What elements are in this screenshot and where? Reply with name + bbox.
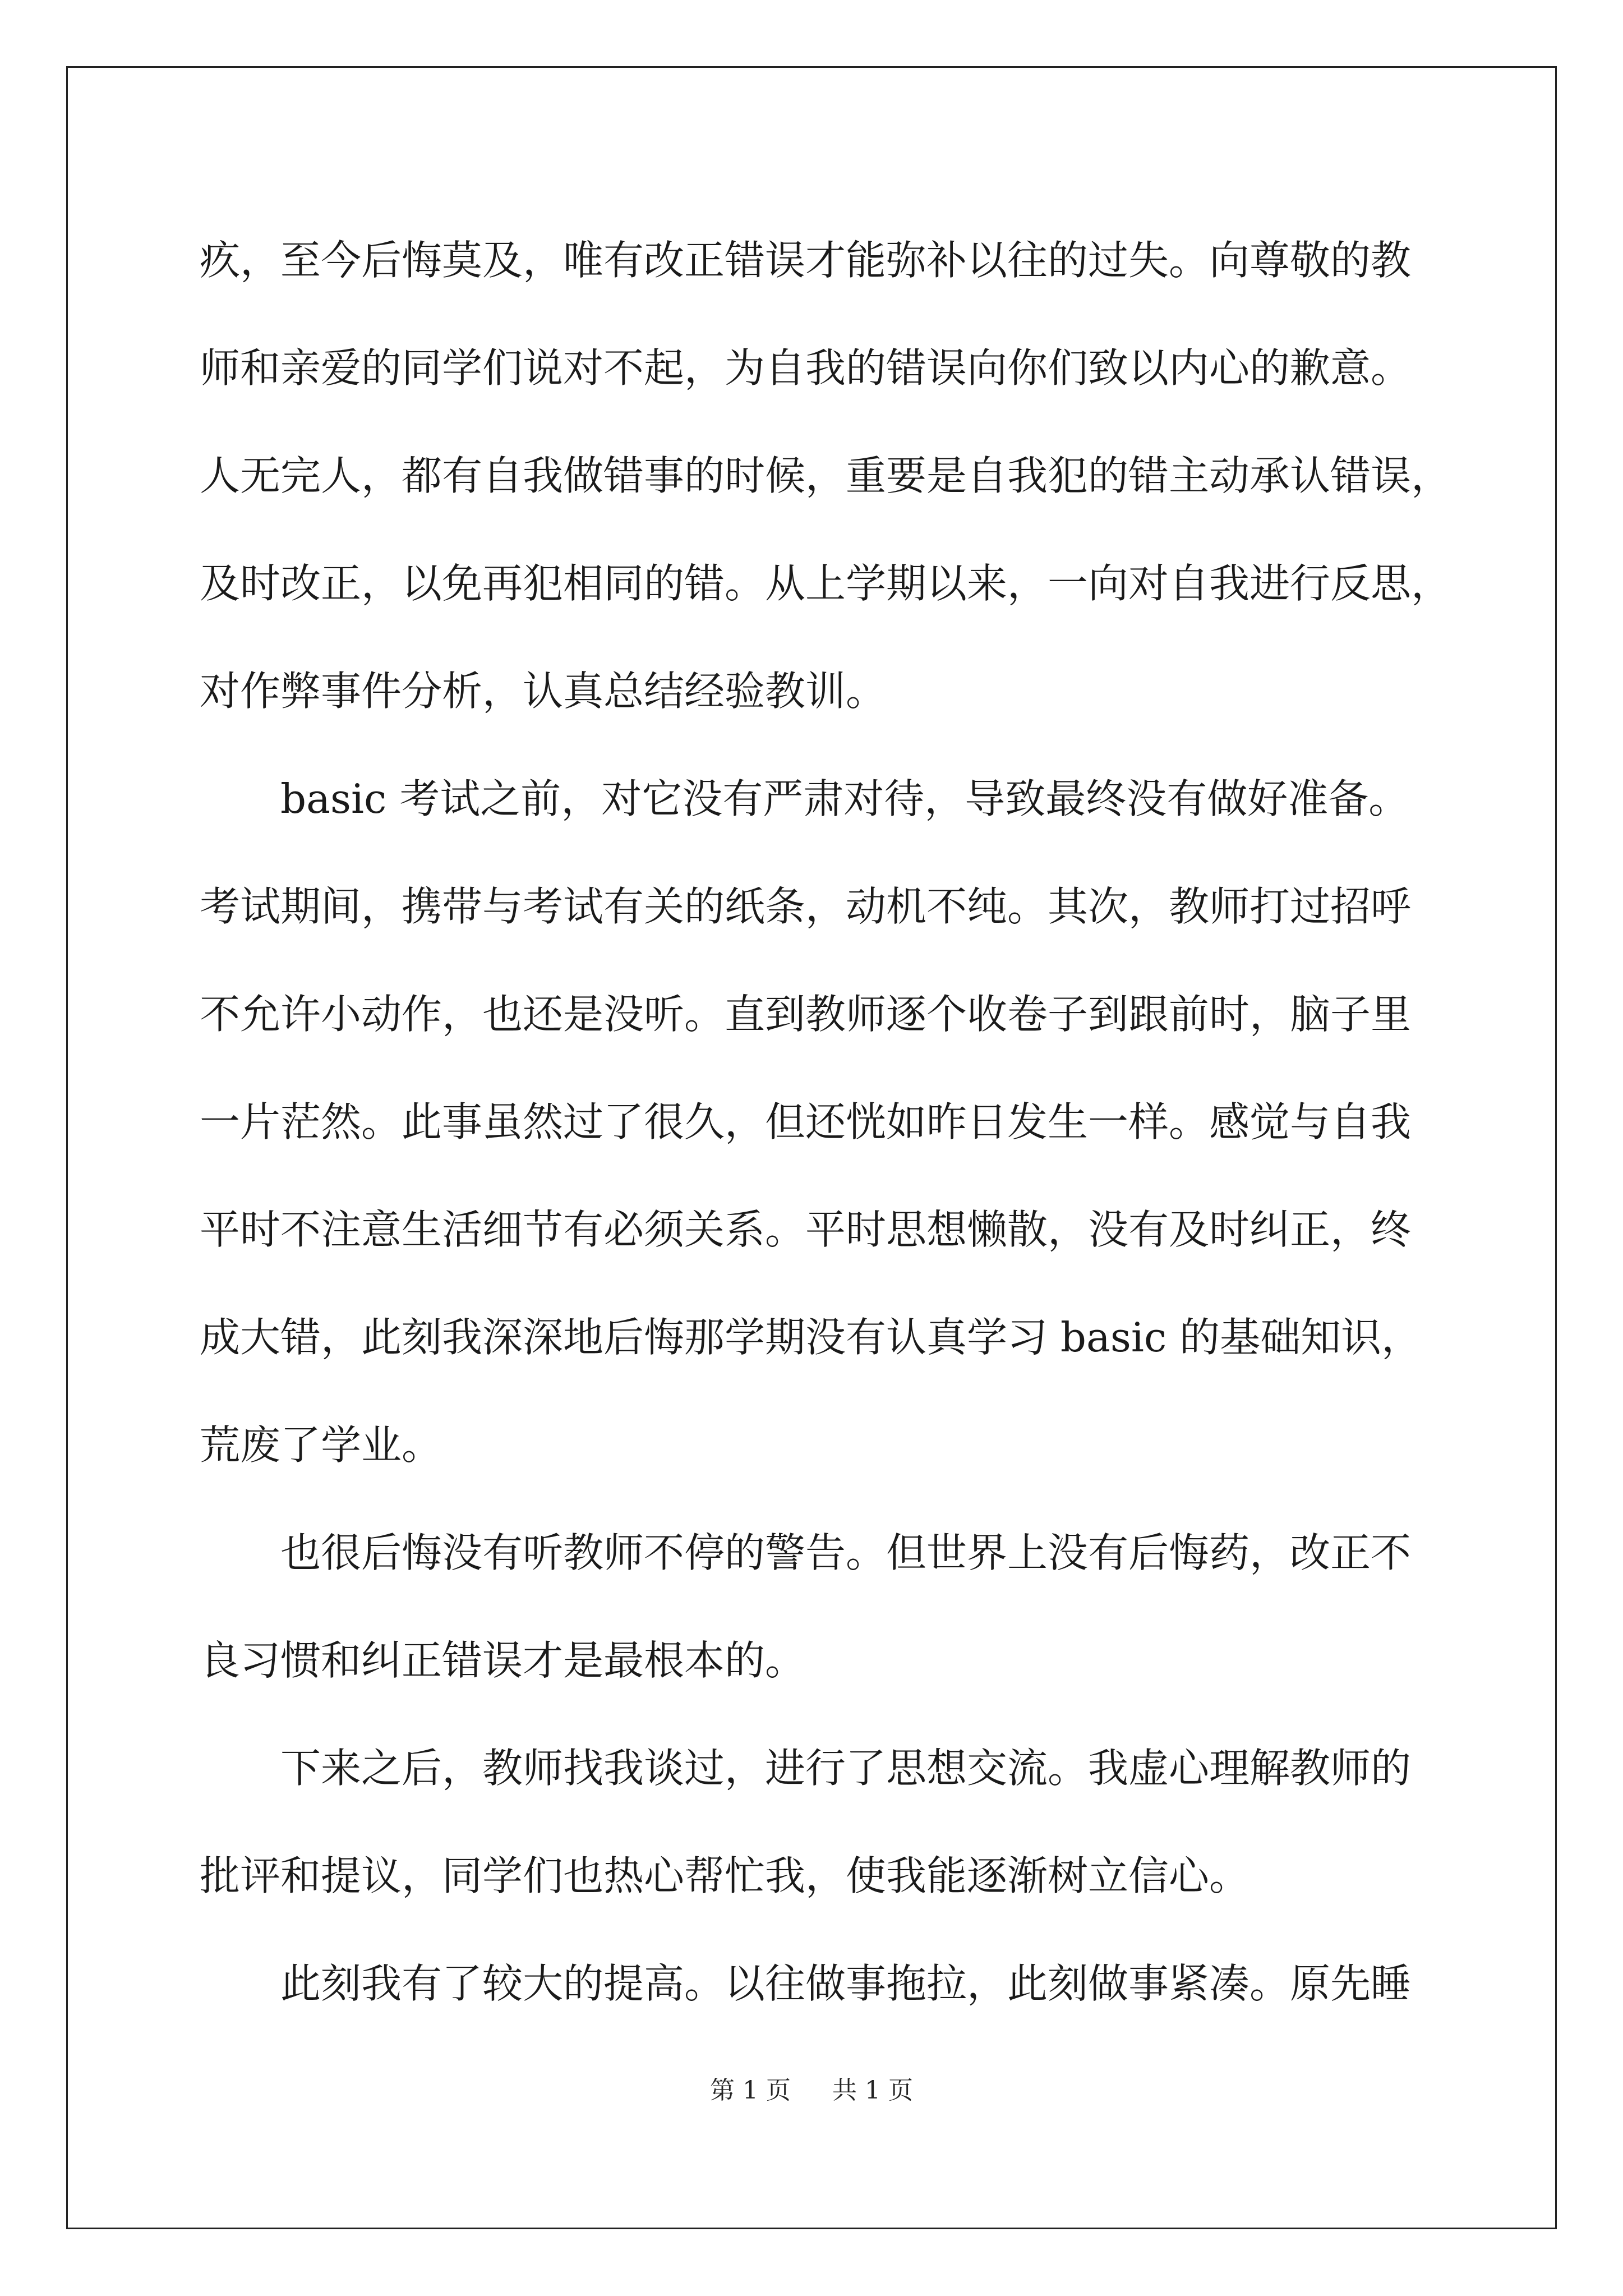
text-line: 不允许小动作，也还是没听。直到教师逐个收卷子到跟前时，脑子里	[200, 991, 1412, 1038]
text-line: 成大错，此刻我深深地后悔那学期没有认真学习 basic 的基础知识，	[200, 1314, 1422, 1361]
text-line: 师和亲爱的同学们说对不起，为自我的错误向你们致以内心的歉意。	[200, 344, 1412, 392]
text-line: 对作弊事件分析，认真总结经验教训。	[200, 668, 887, 715]
text-line: 也很后悔没有听教师不停的警告。但世界上没有后悔药，改正不	[280, 1529, 1412, 1576]
page-total: 共 1 页	[832, 2076, 913, 2105]
text-line: 批评和提议，同学们也热心帮忙我，使我能逐渐树立信心。	[200, 1852, 1250, 1899]
text-line: 人无完人，都有自我做错事的时候，重要是自我犯的错主动承认错误，	[200, 452, 1452, 499]
text-line: 平时不注意生活细节有必须关系。平时思想懒散，没有及时纠正，终	[200, 1206, 1412, 1253]
text-line: 一片茫然。此事虽然过了很久，但还恍如昨日发生一样。感觉与自我	[200, 1098, 1412, 1145]
text-line: 良习惯和纠正错误才是最根本的。	[200, 1637, 806, 1684]
text-line: 此刻我有了较大的提高。以往做事拖拉，此刻做事紧凑。原先睡	[280, 1960, 1412, 2007]
text-line: 及时改正，以免再犯相同的错。从上学期以来，一向对自我进行反思，	[200, 560, 1452, 607]
text-line: 疚，至今后悔莫及，唯有改正错误才能弥补以往的过失。向尊敬的教	[200, 237, 1412, 284]
text-line: 荒废了学业。	[200, 1421, 442, 1469]
text-line: 考试期间，携带与考试有关的纸条，动机不纯。其次，教师打过招呼	[200, 883, 1412, 930]
document-body	[200, 206, 1452, 2037]
page-number: 第 1 页	[710, 2076, 791, 2105]
text-line: 下来之后，教师找我谈过，进行了思想交流。我虚心理解教师的	[280, 1745, 1412, 1792]
page-footer	[0, 2070, 1623, 2106]
text-line: basic 考试之前，对它没有严肃对待，导致最终没有做好准备。	[280, 775, 1409, 822]
